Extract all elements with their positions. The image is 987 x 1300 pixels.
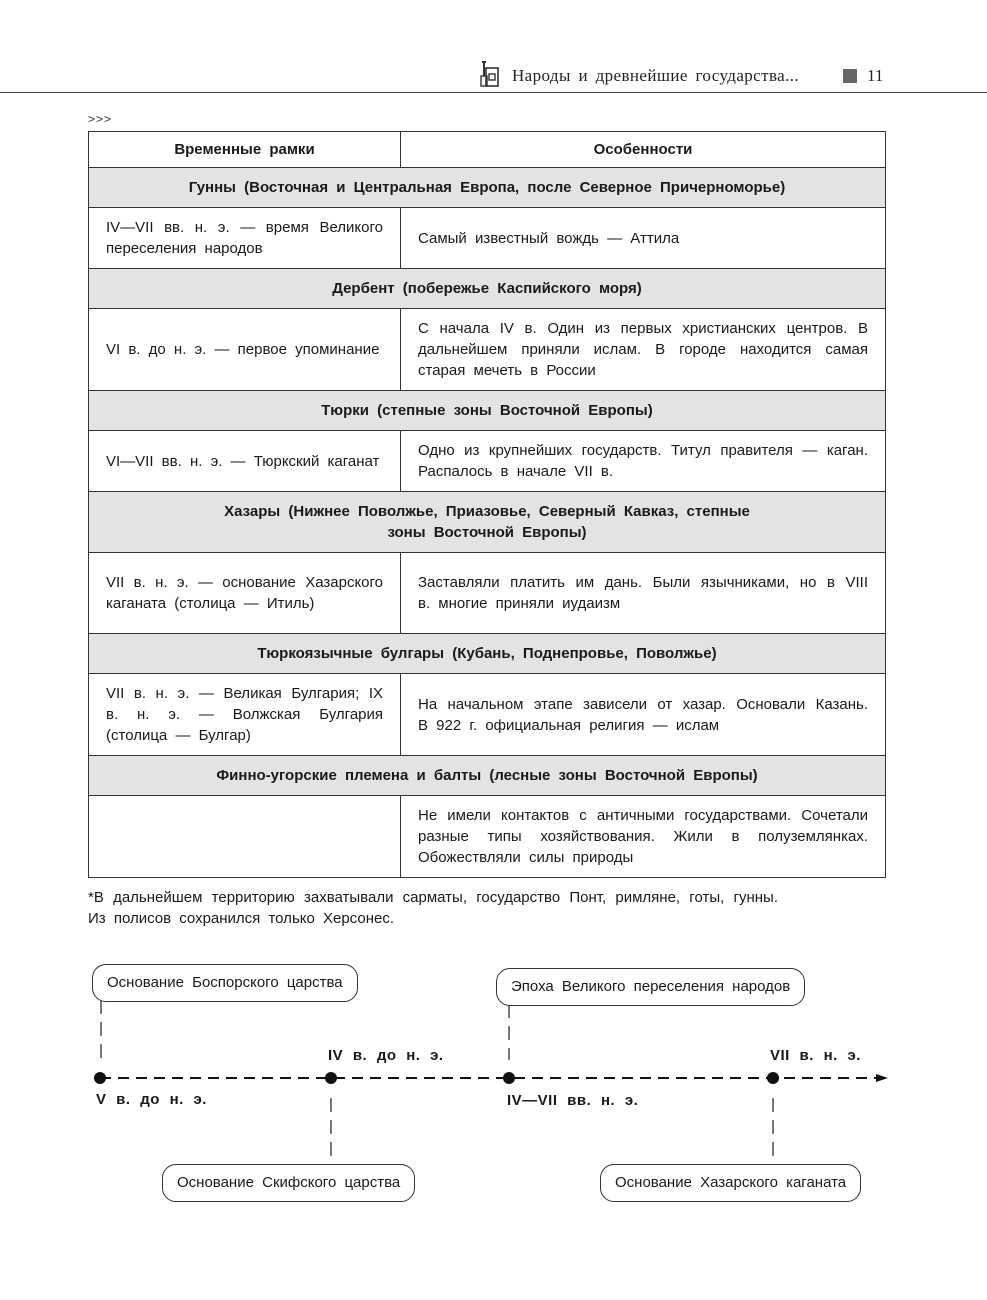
time-cell: VII в. н. э. — Великая Булгария; IX в. н. э. — Волжская Булгария (столица — Булгар) <box>89 674 401 756</box>
table-header-row <box>89 132 886 168</box>
continuation-mark: >>> <box>88 112 113 126</box>
tower-icon <box>480 60 502 88</box>
running-header <box>0 55 987 93</box>
section-title-turks: Тюрки (степные зоны Восточной Европы) <box>89 391 886 431</box>
section-title-huns: Гунны (Восточная и Центральная Европа, после Северное Причерноморье) <box>89 168 886 208</box>
peoples-table <box>88 131 886 878</box>
col-header-features: Особенности <box>401 132 886 168</box>
timeline-point <box>767 1072 779 1084</box>
time-cell: VII в. н. э. — основание Хазарского каганата (столица — Итиль) <box>89 553 401 634</box>
section-title-derbent: Дербент (побережье Каспийского моря) <box>89 269 886 309</box>
header-square-icon <box>843 69 857 83</box>
timeline-point <box>325 1072 337 1084</box>
table-row <box>89 431 886 492</box>
features-cell: Не имели контактов с античными государствами. Сочетали разные типы хозяйствования. Жили в полуземлянках. Обожествляли силы природы <box>401 796 886 878</box>
features-cell: Одно из крупнейших государств. Титул правителя — каган. Распалось в начале VII в. <box>401 431 886 492</box>
section-row <box>89 168 886 208</box>
page-number: 11 <box>867 66 884 85</box>
section-row <box>89 756 886 796</box>
timeline-label: IV в. до н. э. <box>328 1047 444 1064</box>
col-header-time: Временные рамки <box>89 132 401 168</box>
timeline-label: V в. до н. э. <box>96 1091 207 1108</box>
section-row <box>89 269 886 309</box>
footnote: *В дальнейшем территорию захватывали сарматы, государство Понт, римляне, готы, гунны. Из полисов сохранился только Херсонес. <box>88 889 778 927</box>
timeline-point <box>503 1072 515 1084</box>
features-cell: На начальном этапе зависели от хазар. Основали Казань. В 922 г. официальная религия — ислам <box>401 674 886 756</box>
features-cell: С начала IV в. Один из первых христианских центров. В дальнейшем приняли ислам. В городе находится самая старая мечеть в России <box>401 309 886 391</box>
section-row <box>89 492 886 553</box>
timeline-label: VII в. н. э. <box>770 1047 861 1064</box>
timeline-point <box>94 1072 106 1084</box>
event-box-bosporan: Основание Боспорского царства <box>92 964 358 1002</box>
time-cell: VI в. до н. э. — первое упоминание <box>89 309 401 391</box>
features-cell: Самый известный вождь — Аттила <box>401 208 886 269</box>
timeline-label: IV—VII вв. н. э. <box>507 1092 639 1109</box>
event-box-migration: Эпоха Великого переселения народов <box>496 968 805 1006</box>
event-box-khazar: Основание Хазарского каганата <box>600 1164 861 1202</box>
features-cell: Заставляли платить им дань. Были язычниками, но в VIII в. многие приняли иудаизм <box>401 553 886 634</box>
table-row <box>89 674 886 756</box>
time-cell <box>89 796 401 878</box>
table-row <box>89 553 886 634</box>
section-title-khazars: Хазары (Нижнее Поволжье, Приазовье, Северный Кавказ, степные зоны Восточной Европы) <box>89 492 886 553</box>
table-row <box>89 208 886 269</box>
time-cell: VI—VII вв. н. э. — Тюркский каганат <box>89 431 401 492</box>
time-cell: IV—VII вв. н. э. — время Великого переселения народов <box>89 208 401 269</box>
table-row <box>89 796 886 878</box>
section-row <box>89 634 886 674</box>
section-title-finno-ugric: Финно-угорские племена и балты (лесные зоны Восточной Европы) <box>89 756 886 796</box>
section-title-bulgars: Тюркоязычные булгары (Кубань, Поднепровье, Поволжье) <box>89 634 886 674</box>
event-box-scythian: Основание Скифского царства <box>162 1164 415 1202</box>
header-rule <box>0 92 987 93</box>
running-title: Народы и древнейшие государства... <box>512 66 800 85</box>
table-row <box>89 309 886 391</box>
section-row <box>89 391 886 431</box>
